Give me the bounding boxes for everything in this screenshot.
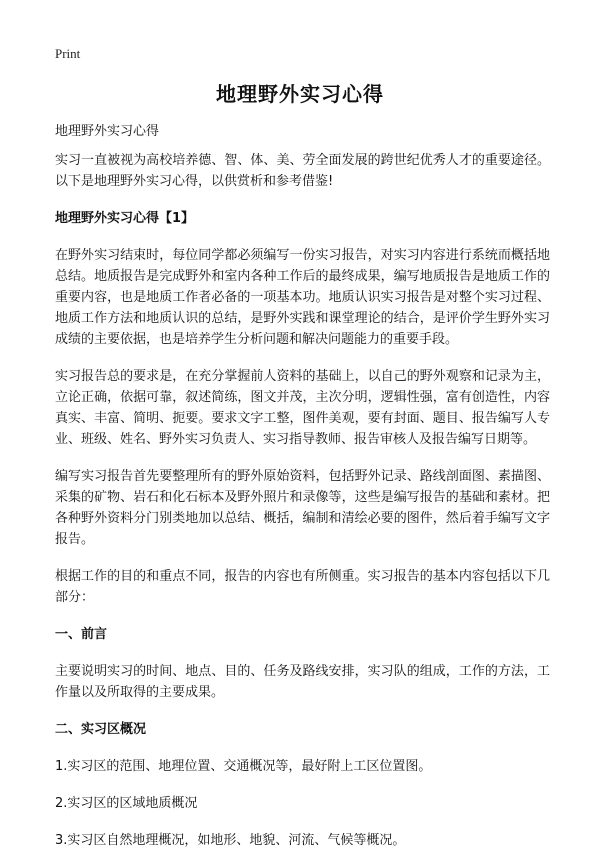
document-body <box>55 121 550 867</box>
list-item: 3.实习区自然地理概况，如地形、地貌、河流、气候等概况。 <box>55 833 406 848</box>
list-item: 2.实习区的区域地质概况 <box>55 796 198 811</box>
list-item: 1.实习区的范围、地理位置、交通概况等，最好附上工区位置图。 <box>55 759 432 774</box>
print-label[interactable]: Print <box>55 46 81 61</box>
page-title: 地理野外实习心得 <box>216 82 384 106</box>
body-paragraph: 实习报告总的要求是，在充分掌握前人资料的基础上，以自己的野外观察和记录为主，立论正确，依据可靠，叙述简练，图文并茂，主次分明，逻辑性强，富有创造性，内容真实、丰富、简明、扼要。要求文字工整，图件美观，要有封面、题目、报告编写人专业、班级、姓名、野外实习负责人、实习指导教师、报告审核人及报告编写日期等。 <box>55 369 550 447</box>
section-heading-1: 地理野外实习心得【1】 <box>55 211 195 226</box>
heading-area-overview: 二、实习区概况 <box>55 722 147 737</box>
preface-paragraph: 主要说明实习的时间、地点、目的、任务及路线安排，实习队的组成，工作的方法，工作量以及所取得的主要成果。 <box>55 664 550 700</box>
body-paragraph: 编写实习报告首先要整理所有的野外原始资料，包括野外记录、路线剖面图、素描图、采集的矿物、岩石和化石标本及野外照片和录像等，这些是编写报告的基础和素材。把各种野外资料分门别类地加以总结、概括，编制和清绘必要的图件，然后着手编写文字报告。 <box>55 469 550 547</box>
body-paragraph: 在野外实习结束时，每位同学都必须编写一份实习报告，对实习内容进行系统而概括地总结。地质报告是完成野外和室内各种工作后的最终成果，编写地质报告是地质工作的重要内容，也是地质工作者必备的一项基本功。地质认识实习报告是对整个实习过程、地质工作方法和地质认识的总结，是野外实践和课堂理论的结合，是评价学生野外实习成绩的主要依据，也是培养学生分析问题和解决问题能力的重要手段。 <box>55 248 550 347</box>
intro-paragraph: 实习一直被视为高校培养德、智、体、美、劳全面发展的跨世纪优秀人才的重要途径。以下是地理野外实习心得，以供赏析和参考借鉴! <box>55 153 550 189</box>
document-subtitle: 地理野外实习心得 <box>55 124 160 139</box>
body-paragraph: 根据工作的目的和重点不同，报告的内容也有所侧重。实习报告的基本内容包括以下几部分： <box>55 569 550 605</box>
heading-preface: 一、前言 <box>55 627 108 642</box>
